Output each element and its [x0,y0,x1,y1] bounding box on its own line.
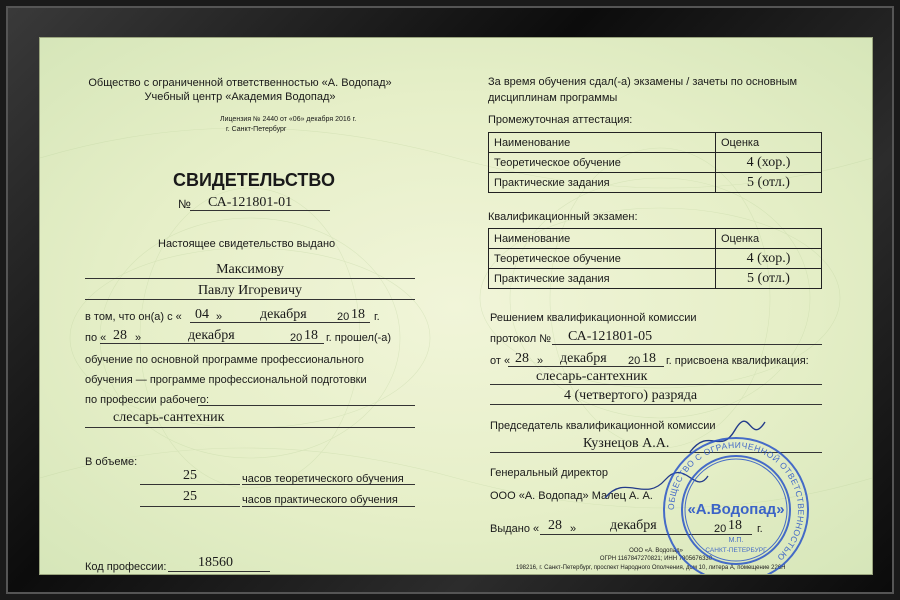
chair-label: Председатель квалификационной комиссии [490,420,716,432]
from-month: декабря [260,307,307,322]
subject-grade: 4 (хор.) [716,153,822,173]
volume-label: В объеме: [85,456,138,468]
issuer-org: Общество с ограниченной ответственностью «А. Водопад» [88,77,392,89]
to-suffix: г. прошел(-а) [326,332,392,344]
header-name: Наименование [489,229,716,249]
issuer-center: Учебный центр «Академия Водопад» [144,91,336,103]
exams-intro-1: За время обучения сдал(-а) экзамены / зачеты по основным [488,76,798,88]
subject-grade: 4 (хор.) [716,249,822,269]
decision-year-prefix: 20 [628,355,641,367]
issued-prefix: Выдано « [490,523,540,535]
issued-year: 18 [728,518,742,533]
chair-name: Кузнецов А.А. [583,436,670,451]
subject-name: Практические задания [489,269,716,289]
practice-hours-line [140,506,240,507]
body-line-1: обучение по основной программе профессионального [85,354,364,366]
body-line-2: обучения — программе профессиональной подготовки [85,374,367,386]
protocol-label: протокол № [490,333,552,345]
table-row [489,269,822,289]
certificate-paper [40,38,872,574]
from-prefix: в том, что он(а) с « [85,311,182,323]
from-year-suffix: г. [374,311,380,323]
protocol-number: СА-121801-05 [568,329,653,344]
picture-frame [6,6,894,594]
issued-month: декабря [610,518,657,533]
qualification: слесарь-сантехник [536,369,648,384]
to-prefix: по « [85,332,107,344]
decision-suffix: г. присвоена квалификация: [666,355,809,367]
recipient-surname: Максимову [216,262,284,277]
profession: слесарь-сантехник [113,410,225,425]
to-day: 28 [113,328,127,343]
practice-hours: 25 [183,489,197,504]
certificate-number: СА-121801-01 [208,195,293,210]
table-row [489,173,822,193]
from-quote: » [216,311,223,323]
profession-line-b [85,427,415,428]
subject-name: Теоретическое обучение [489,153,716,173]
theory-hours-line [140,484,240,485]
subject-grade: 5 (отл.) [716,173,822,193]
decision-year: 18 [642,351,656,366]
practice-label-line [242,506,415,507]
issued-to-label: Настоящее свидетельство выдано [158,238,336,250]
to-year: 18 [304,328,318,343]
director-name: ООО «А. Водопад» Малец А. А. [490,490,653,502]
table-header-row [489,133,822,153]
number-line [190,210,330,211]
issued-suffix: г. [757,523,763,535]
decision-from-prefix: от « [490,355,511,367]
header-grade: Оценка [716,229,822,249]
practice-label: часов практического обучения [242,494,398,506]
license: Лицензия № 2440 от «06» декабря 2016 г. [220,116,357,123]
recipient-name: Павлу Игоревичу [197,283,303,298]
subject-name: Практические задания [489,173,716,193]
decision-quote: » [537,355,544,367]
protocol-line [552,344,822,345]
from-day: 04 [195,307,209,322]
subject-grade: 5 (отл.) [716,269,822,289]
stamp-center-text: «А.Водопад» [687,501,785,518]
theory-label-line [242,484,415,485]
code-line [168,571,270,572]
to-month: декабря [188,328,235,343]
final-label: Квалификационный экзамен: [488,211,638,223]
qualification-grade: 4 (четвертого) разряда [564,388,698,403]
code-label: Код профессии: [85,561,167,573]
interim-label: Промежуточная аттестация: [488,114,633,126]
footer-address: 198216, г. Санкт-Петербург, проспект Народного Ополчения, дом 10, литера А, помещение 226Н [516,565,786,571]
name-line [85,299,415,300]
decision-date-line [508,366,664,367]
from-year: 18 [351,307,365,322]
to-year-prefix: 20 [290,332,303,344]
number-label: № [178,197,191,211]
issued-year-prefix: 20 [714,523,727,535]
footer-org: ООО «А. Водопад» [629,548,683,554]
decision-day: 28 [515,351,529,366]
from-date-line [190,322,370,323]
theory-hours: 25 [183,468,197,483]
decision-month: декабря [560,351,607,366]
surname-line [85,278,415,279]
to-quote: » [135,332,142,344]
table-row [489,249,822,269]
grade-line [490,404,822,405]
header-grade: Оценка [716,133,822,153]
profession-line-a [198,405,415,406]
body-line-3: по профессии рабочего: [85,394,210,406]
qualification-line [490,384,822,385]
to-date-line [100,343,324,344]
interim-table [488,132,822,193]
exams-intro-2: дисциплинам программы [488,92,618,104]
stamp-mp: М.П. [728,537,744,544]
final-table [488,228,822,289]
issued-quote: » [570,523,577,535]
table-row [489,153,822,173]
stamp-ring-text: ОБЩЕСТВО С ОГРАНИЧЕННОЙ ОТВЕТСТВЕННОСТЬЮ [665,439,807,563]
license-city: г. Санкт-Петербург [226,126,287,133]
director-label: Генеральный директор [490,467,608,479]
subject-name: Теоретическое обучение [489,249,716,269]
table-header-row [489,229,822,249]
stamp-city: САНКТ-ПЕТЕРБУРГ [705,547,767,554]
decision-title: Решением квалификационной комиссии [490,312,697,324]
header-name: Наименование [489,133,716,153]
issued-day: 28 [548,518,562,533]
from-year-prefix: 20 [337,311,350,323]
footer-registration: ОГРН 1167847270821; ИНН 7805676330 [599,556,713,562]
theory-label: часов теоретического обучения [242,473,404,485]
company-stamp [656,430,816,574]
profession-code: 18560 [198,555,233,570]
certificate-title: СВИДЕТЕЛЬСТВО [173,170,335,190]
